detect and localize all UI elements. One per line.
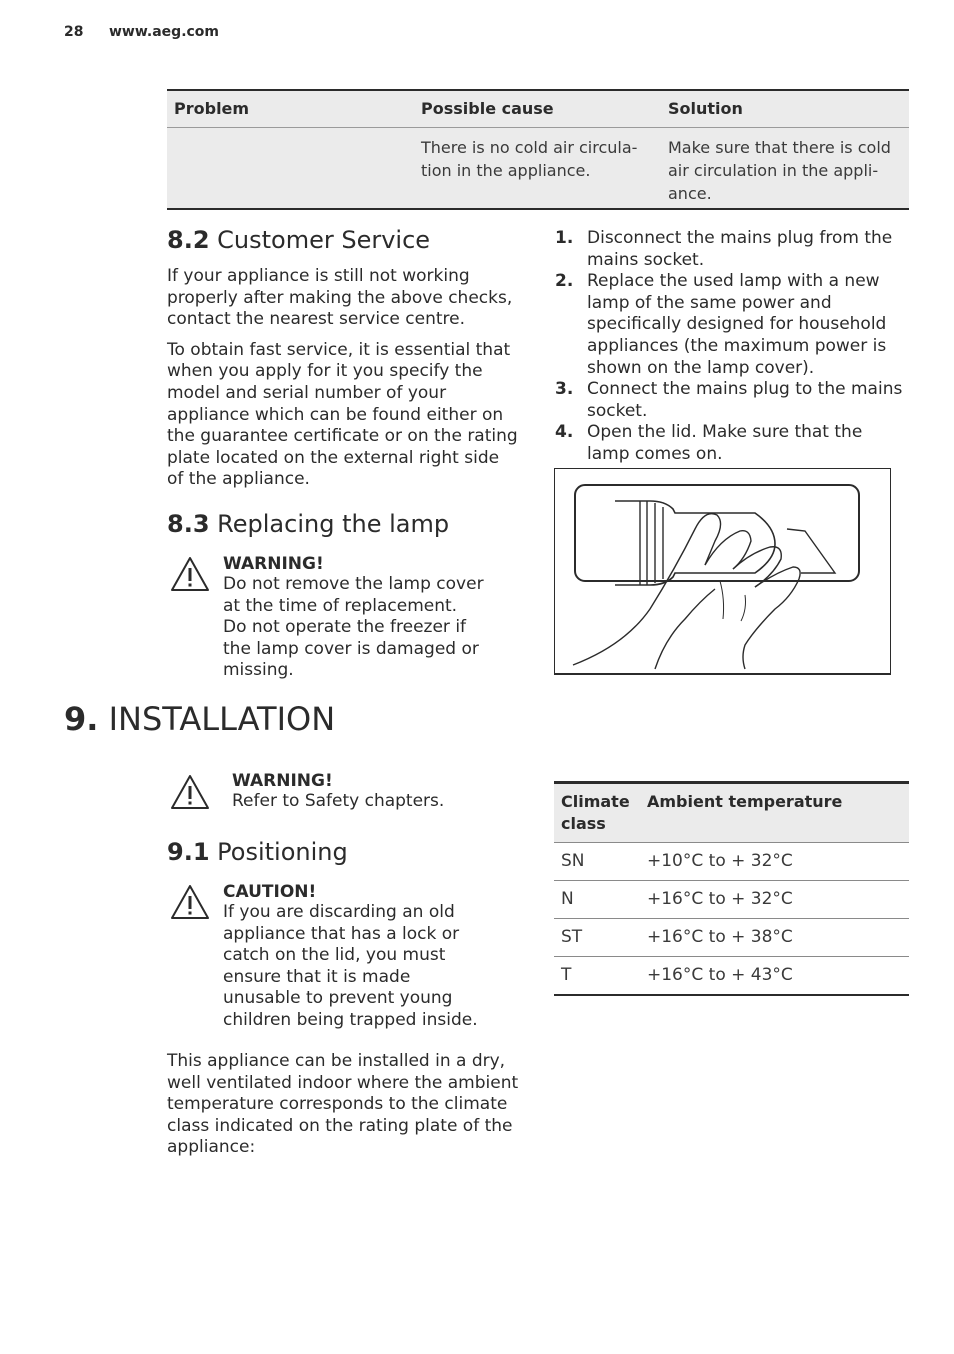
header-problem: Problem xyxy=(174,99,250,118)
warning-icon xyxy=(170,556,210,592)
caution-text: If you are discarding an old appliance that has a lock or catch on the lid, you must ensure that it is made unusable to prevent young children being trapped inside. xyxy=(223,902,478,1030)
section-heading-customer-service: 8.2 Customer Service xyxy=(167,226,431,254)
warning-icon xyxy=(170,774,210,810)
customer-service-text xyxy=(167,266,527,491)
lamp-replacement-illustration xyxy=(554,468,891,675)
chapter-heading-installation: 9. INSTALLATION xyxy=(64,700,336,738)
cell-temperature: +16°C to + 38°C xyxy=(647,927,793,947)
cell-temperature: +16°C to + 32°C xyxy=(647,889,793,909)
cell-temperature: +10°C to + 32°C xyxy=(647,851,793,871)
list-item: 3. Connect the mains plug to the mains socket. xyxy=(555,379,903,421)
positioning-paragraph: This appliance can be installed in a dry, well ventilated indoor where the ambient temperature corresponds to the climate class indicated on the rating plate of the appliance: xyxy=(167,1051,519,1158)
paragraph: If your appliance is still not working properly after making the above checks, contact the nearest service centre. xyxy=(167,266,513,330)
table-header-row xyxy=(167,91,909,128)
positioning-caution xyxy=(223,882,523,1032)
list-item: 2. Replace the used lamp with a new lamp of the same power and specifically designed for household appliances (the maximum power is shown on the lamp cover). xyxy=(555,271,887,378)
caution-icon xyxy=(170,884,210,920)
problem-table xyxy=(167,89,909,210)
cell-class: T xyxy=(561,965,572,985)
page-number: 28 xyxy=(64,24,84,40)
cell-class: ST xyxy=(561,927,583,947)
list-item: 4. Open the lid. Make sure that the lamp comes on. xyxy=(555,422,863,464)
installation-warning xyxy=(232,771,532,813)
list-item: 1. Disconnect the mains plug from the mains socket. xyxy=(555,228,893,270)
caution-title: CAUTION! xyxy=(223,882,317,902)
header-ambient-temperature: Ambient temperature xyxy=(647,792,843,811)
table-header-row xyxy=(554,784,909,843)
hand-lamp-drawing xyxy=(555,469,890,673)
climate-class-table xyxy=(554,781,909,996)
warning-text: Refer to Safety chapters. xyxy=(232,791,445,811)
cell-temperature: +16°C to + 43°C xyxy=(647,965,793,985)
table-row xyxy=(554,881,909,919)
warning-text: Do not remove the lamp cover at the time of replacement. Do not operate the freezer if the lamp cover is damaged or missing. xyxy=(223,574,484,681)
website-url: www.aeg.com xyxy=(109,24,220,40)
header-possible-cause: Possible cause xyxy=(421,99,554,118)
lamp-warning xyxy=(223,554,523,682)
warning-title: WARNING! xyxy=(232,771,333,791)
header-solution: Solution xyxy=(668,99,743,118)
warning-title: WARNING! xyxy=(223,554,324,574)
cell-cause: There is no cold air circula- tion in the appliance. xyxy=(421,138,638,180)
section-heading-replacing-lamp: 8.3 Replacing the lamp xyxy=(167,510,450,538)
cell-class: N xyxy=(561,889,574,909)
paragraph: To obtain fast service, it is essential that when you apply for it you specify the model and serial number of your appliance which can be found either on the guarantee certificate or on the rating plate located on the external right side of the appliance. xyxy=(167,339,518,490)
section-heading-positioning: 9.1 Positioning xyxy=(167,838,348,866)
table-row xyxy=(554,919,909,957)
table-row xyxy=(554,957,909,996)
table-row xyxy=(167,128,909,208)
header-climate-class: Climate class xyxy=(561,792,630,833)
cell-class: SN xyxy=(561,851,585,871)
cell-solution: Make sure that there is cold air circulation in the appli- ance. xyxy=(668,138,891,203)
table-row xyxy=(554,843,909,881)
lamp-replacement-steps xyxy=(555,228,915,466)
